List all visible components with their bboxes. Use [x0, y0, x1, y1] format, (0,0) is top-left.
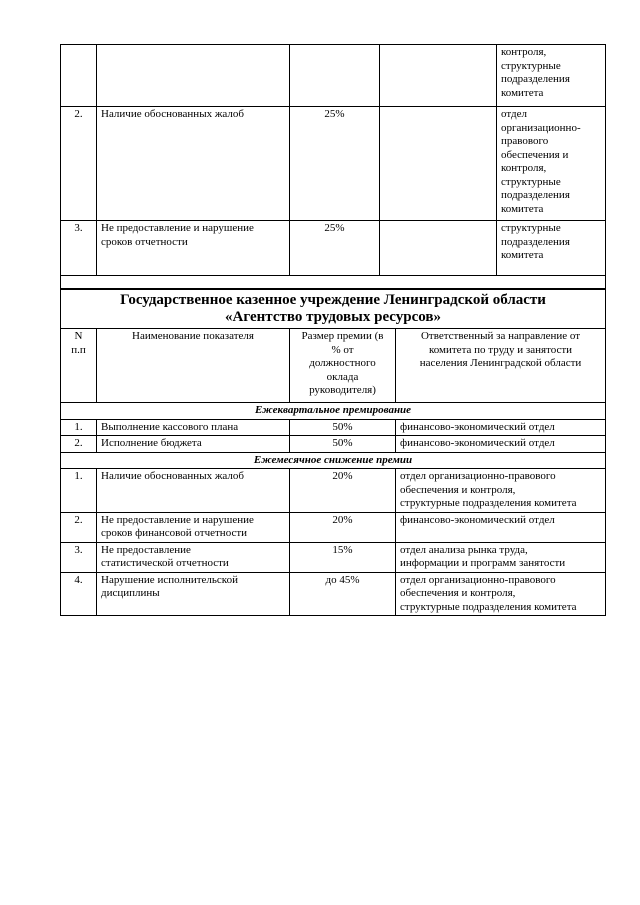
indicator-name: Не предоставление и нарушение сроков отчетности — [97, 221, 290, 276]
row-number: 3. — [61, 542, 97, 572]
table-row — [61, 542, 606, 572]
table-row — [61, 419, 606, 436]
table-row — [61, 572, 606, 616]
bonus-size — [290, 45, 380, 107]
indicator-name: Не предоставление и нарушение сроков финансовой отчетности — [97, 512, 290, 542]
bonus-size: 15% — [290, 542, 396, 572]
bonus-size: до 45% — [290, 572, 396, 616]
section-row — [61, 452, 606, 469]
indicator-name — [97, 45, 290, 107]
responsible-unit: отдел организационно-правового обеспечения и контроля, структурные подразделения комитета — [396, 572, 606, 616]
header-indicator: Наименование показателя — [97, 329, 290, 403]
row-number: 2. — [61, 107, 97, 221]
table-row — [61, 436, 606, 453]
responsible-unit: структурные подразделения комитета — [497, 221, 606, 276]
table-row — [61, 107, 606, 221]
responsible-unit: отдел организационно- правового обеспечения и контроля, структурные подразделения комитета — [497, 107, 606, 221]
table-row — [61, 512, 606, 542]
responsible-unit: финансово-экономический отдел — [396, 436, 606, 453]
responsible-unit: контроля, структурные подразделения комитета — [497, 45, 606, 107]
spacer-row — [61, 276, 606, 289]
responsible-unit: финансово-экономический отдел — [396, 512, 606, 542]
table-row — [61, 45, 606, 107]
bonus-size: 25% — [290, 221, 380, 276]
row-number: 2. — [61, 512, 97, 542]
indicator-name: Выполнение кассового плана — [97, 419, 290, 436]
empty-cell — [380, 221, 497, 276]
row-number: 4. — [61, 572, 97, 616]
title-row — [61, 290, 606, 329]
agency-title: Государственное казенное учреждение Ленинградской области «Агентство трудовых ресурсов» — [61, 290, 606, 329]
table-row — [61, 469, 606, 513]
section-row — [61, 403, 606, 420]
row-number: 3. — [61, 221, 97, 276]
indicator-name: Наличие обоснованных жалоб — [97, 107, 290, 221]
upper-criteria-table — [60, 44, 606, 289]
agency-criteria-table — [60, 289, 606, 616]
table-row — [61, 221, 606, 276]
row-number: 1. — [61, 469, 97, 513]
indicator-name: Наличие обоснованных жалоб — [97, 469, 290, 513]
header-bonus-size: Размер премии (в % от должностного оклада руководителя) — [290, 329, 396, 403]
row-number — [61, 45, 97, 107]
bonus-size: 25% — [290, 107, 380, 221]
row-number: 2. — [61, 436, 97, 453]
bonus-size: 50% — [290, 436, 396, 453]
responsible-unit: отдел анализа рынка труда, информации и программ занятости — [396, 542, 606, 572]
responsible-unit: отдел организационно-правового обеспечения и контроля, структурные подразделения комитета — [396, 469, 606, 513]
bonus-size: 20% — [290, 512, 396, 542]
section-monthly: Ежемесячное снижение премии — [61, 452, 606, 469]
indicator-name: Не предоставление статистической отчетности — [97, 542, 290, 572]
responsible-unit: финансово-экономический отдел — [396, 419, 606, 436]
indicator-name: Исполнение бюджета — [97, 436, 290, 453]
header-number: N п.п — [61, 329, 97, 403]
bonus-size: 20% — [290, 469, 396, 513]
spacer-cell — [61, 276, 606, 289]
bonus-size: 50% — [290, 419, 396, 436]
header-responsible: Ответственный за направление от комитета по труду и занятости населения Ленинградской области — [396, 329, 606, 403]
indicator-name: Нарушение исполнительской дисциплины — [97, 572, 290, 616]
header-row — [61, 329, 606, 403]
empty-cell — [380, 107, 497, 221]
row-number: 1. — [61, 419, 97, 436]
section-quarterly: Ежеквартальное премирование — [61, 403, 606, 420]
empty-cell — [380, 45, 497, 107]
